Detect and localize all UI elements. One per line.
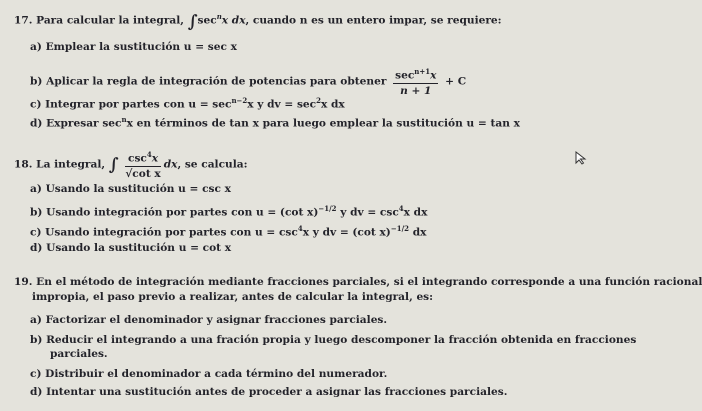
- q18-fraction: [125, 149, 160, 180]
- q17-c-c: x dx: [321, 98, 345, 111]
- q18-den: √cot x: [125, 167, 161, 180]
- q18-b-exp2: 4: [398, 204, 404, 213]
- q17-c-exp2: 2: [316, 96, 321, 105]
- q17-option-d[interactable]: [30, 113, 520, 131]
- q18-c-b: x y dv = (cot x): [302, 226, 391, 239]
- frac-den: n + 1: [400, 84, 432, 97]
- q17-d-exp: n: [121, 115, 127, 124]
- integral-sign-icon: ∫: [108, 155, 119, 176]
- mouse-cursor-icon: [573, 151, 587, 165]
- q19-option-c[interactable]: c) Distribuir el denominador a cada término del numerador.: [30, 368, 388, 380]
- q18-option-c[interactable]: [30, 222, 426, 240]
- q19-option-a[interactable]: a) Factorizar el denominador y asignar fracciones parciales.: [30, 314, 388, 326]
- q18-option-a[interactable]: a) Usando la sustitución u = csc x: [30, 183, 231, 195]
- q18-dx: dx: [163, 158, 178, 171]
- q18-c-c: dx: [412, 226, 427, 239]
- q18-stem: [14, 149, 248, 180]
- q17-option-a[interactable]: a) Emplear la sustitución u = sec x: [30, 41, 237, 53]
- q18-b-exp: −1/2: [318, 204, 337, 213]
- q18-num-var: x: [151, 152, 159, 165]
- q17-var: x dx: [221, 14, 246, 27]
- q18-num-exp: 4: [146, 150, 152, 159]
- q17-c-b: x y dv = sec: [247, 98, 317, 111]
- q17-exp: n: [216, 12, 222, 21]
- q19-stem-1: En el método de integración mediante fracciones parciales, si el integrando corresponde a una función racional: [36, 276, 702, 288]
- q19-option-b-line2[interactable]: parciales.: [50, 348, 108, 360]
- q17-stem-b: , cuando n es un entero impar, se requiere:: [245, 14, 502, 27]
- q17-d-b: x en términos de tan x para luego emplear la sustitución u = tan x: [126, 117, 520, 130]
- q19-stem-line2: impropia, el paso previo a realizar, antes de calcular la integral, es:: [32, 291, 434, 303]
- q17-option-b-text: b) Aplicar la regla de integración de potencias para obtener: [30, 75, 387, 88]
- frac-num-exp: n+1: [414, 67, 431, 76]
- q19-number: 19.: [14, 276, 33, 288]
- q17-option-b[interactable]: [30, 66, 466, 97]
- q17-stem: [14, 10, 502, 32]
- q18-c-a: c) Usando integración por partes con u = csc: [30, 226, 298, 239]
- q19-option-d[interactable]: d) Intentar una sustitución antes de proceder a asignar las fracciones parciales.: [30, 386, 508, 398]
- q17-number: 17.: [14, 14, 33, 27]
- frac-num-var: x: [430, 69, 437, 82]
- frac-num: sec: [395, 69, 415, 82]
- q18-option-b[interactable]: [30, 202, 427, 220]
- q17-integrand: sec: [197, 14, 217, 27]
- q18-b-b: y dv = csc: [340, 206, 399, 219]
- q18-stem-b: , se calcula:: [177, 158, 248, 171]
- q17-c-a: c) Integrar por partes con u = sec: [30, 98, 232, 111]
- q17-option-c[interactable]: [30, 94, 345, 112]
- q19-stem-line1: [14, 275, 702, 289]
- q18-option-d[interactable]: d) Usando la sustitución u = cot x: [30, 242, 232, 254]
- q18-b-a: b) Usando integración por partes con u = (cot x): [30, 206, 319, 219]
- q17-option-b-fraction: [393, 66, 438, 97]
- q18-b-c: x dx: [403, 206, 428, 219]
- q18-c-exp: 4: [297, 224, 303, 233]
- q17-option-b-tail: + C: [445, 75, 467, 88]
- q18-num: csc: [128, 152, 147, 165]
- q18-c-exp2: −1/2: [390, 224, 409, 233]
- q17-d-a: d) Expresar sec: [30, 117, 122, 130]
- q18-stem-a: La integral,: [36, 158, 106, 171]
- integral-sign-icon: ∫: [187, 11, 198, 32]
- q18-number: 18.: [14, 158, 33, 171]
- q19-option-b-line1[interactable]: b) Reducir el integrando a una fración propia y luego descomponer la fracción obtenida en fracciones: [30, 334, 637, 346]
- q17-stem-a: Para calcular la integral,: [36, 14, 184, 27]
- q17-c-exp1: n−2: [231, 96, 248, 105]
